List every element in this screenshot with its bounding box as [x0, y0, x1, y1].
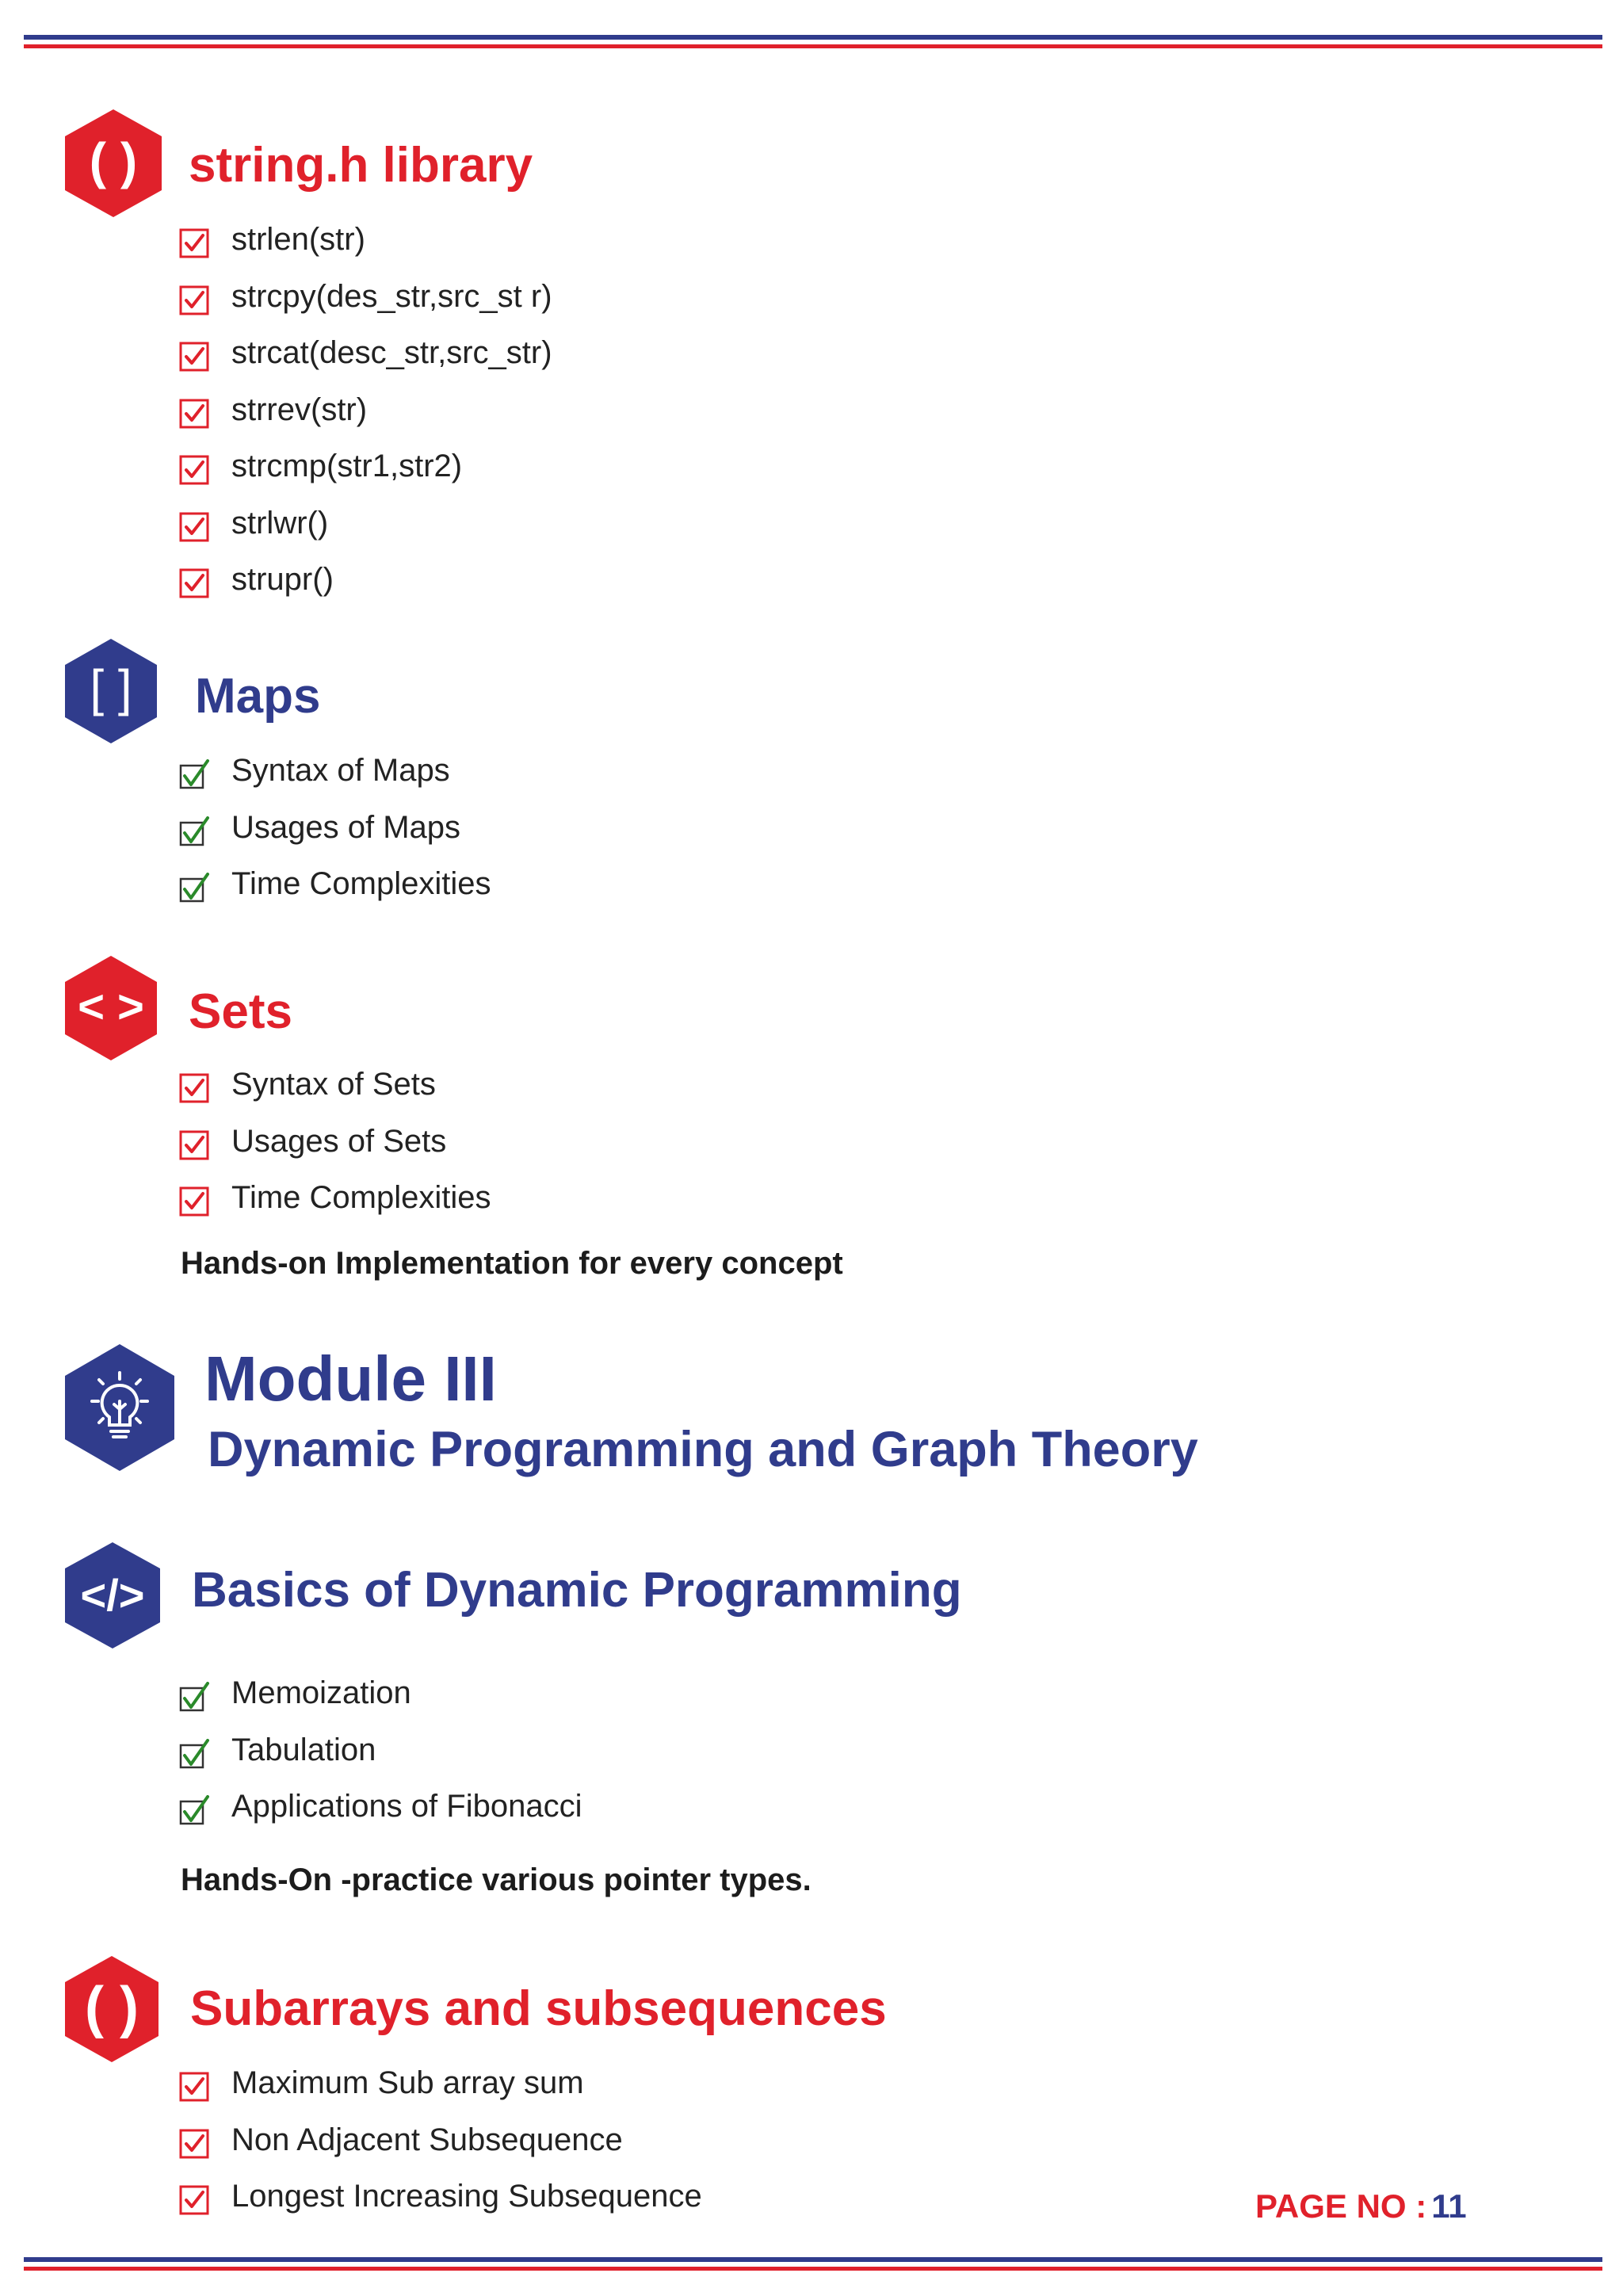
checkbox-checked-icon — [179, 1186, 209, 1217]
checkbox-checked-icon — [179, 1682, 209, 1712]
list-item-label: strupr() — [231, 562, 334, 597]
sets-note: Hands-on Implementation for every concept — [181, 1246, 843, 1281]
module-title: Module III — [204, 1343, 497, 1414]
svg-text:< >: < > — [78, 981, 144, 1033]
list-item-label: strrev(str) — [231, 392, 368, 427]
module-subtitle: Dynamic Programming and Graph Theory — [208, 1422, 1198, 1477]
list-item-label: strcat(desc_str,src_str) — [231, 335, 552, 370]
top-rule — [24, 35, 1602, 48]
parentheses-icon-2 — [65, 1956, 158, 2062]
list-item-label: strlen(str) — [231, 222, 365, 257]
list-item-label: Memoization — [231, 1675, 411, 1710]
list-item-label: strcmp(str1,str2) — [231, 449, 463, 483]
parentheses-icon — [65, 109, 162, 217]
checkbox-checked-icon — [179, 399, 209, 429]
checkbox-checked-icon — [179, 873, 209, 903]
list-item-label: Time Complexities — [231, 1180, 491, 1215]
page-number-label: PAGE NO : — [1255, 2187, 1427, 2225]
svg-text:( ): ( ) — [85, 1976, 139, 2039]
list-item-label: Time Complexities — [231, 866, 491, 901]
list-item-label: Non Adjacent Subsequence — [231, 2122, 623, 2157]
section-title-dp-basics: Basics of Dynamic Programming — [192, 1563, 962, 1618]
list-item-label: strlwr() — [231, 505, 329, 541]
code-icon — [65, 1542, 160, 1648]
checkbox-checked-icon — [179, 228, 209, 258]
checkbox-checked-icon — [179, 1795, 209, 1825]
brackets-icon — [65, 639, 157, 743]
list-item-label: Usages of Sets — [231, 1123, 447, 1159]
angle-brackets-icon — [65, 956, 157, 1060]
page-number-value: 11 — [1431, 2187, 1467, 2225]
svg-text:</>: </> — [80, 1570, 145, 1620]
dp-basics-note: Hands-On -practice various pointer types. — [181, 1862, 812, 1897]
list-item-label: Applications of Fibonacci — [231, 1789, 582, 1824]
checkbox-checked-icon — [179, 2072, 209, 2102]
checkbox-checked-icon — [179, 2185, 209, 2215]
checkbox-checked-icon — [179, 455, 209, 485]
section-title-maps: Maps — [195, 669, 321, 724]
section-title-sets: Sets — [189, 984, 292, 1039]
checkbox-checked-icon — [179, 568, 209, 598]
bottom-rule — [24, 2257, 1602, 2271]
section-title-subarrays: Subarrays and subsequences — [190, 1981, 887, 2036]
list-item-label: Longest Increasing Subsequence — [231, 2179, 702, 2214]
list-item-label: strcpy(des_str,src_st r) — [231, 278, 552, 314]
list-item-label: Usages of Maps — [231, 809, 461, 845]
list-item-label: Maximum Sub array sum — [231, 2065, 584, 2100]
checkbox-checked-icon — [179, 2129, 209, 2159]
checkbox-checked-icon — [179, 1130, 209, 1160]
checkbox-checked-icon — [179, 512, 209, 542]
page-number — [1255, 2187, 1467, 2225]
checkbox-checked-icon — [179, 759, 209, 789]
lightbulb-icon — [65, 1344, 174, 1471]
checkbox-checked-icon — [179, 285, 209, 315]
list-item-label: Syntax of Maps — [231, 753, 450, 788]
list-item-label: Syntax of Sets — [231, 1067, 436, 1102]
list-item-label: Tabulation — [231, 1732, 376, 1767]
checkbox-checked-icon — [179, 816, 209, 846]
svg-text:( ): ( ) — [89, 132, 138, 189]
checkbox-checked-icon — [179, 342, 209, 372]
svg-text:[ ]: [ ] — [90, 659, 132, 716]
checkbox-checked-icon — [179, 1739, 209, 1769]
checkbox-checked-icon — [179, 1073, 209, 1103]
section-title-string-h: string.h library — [189, 138, 533, 193]
